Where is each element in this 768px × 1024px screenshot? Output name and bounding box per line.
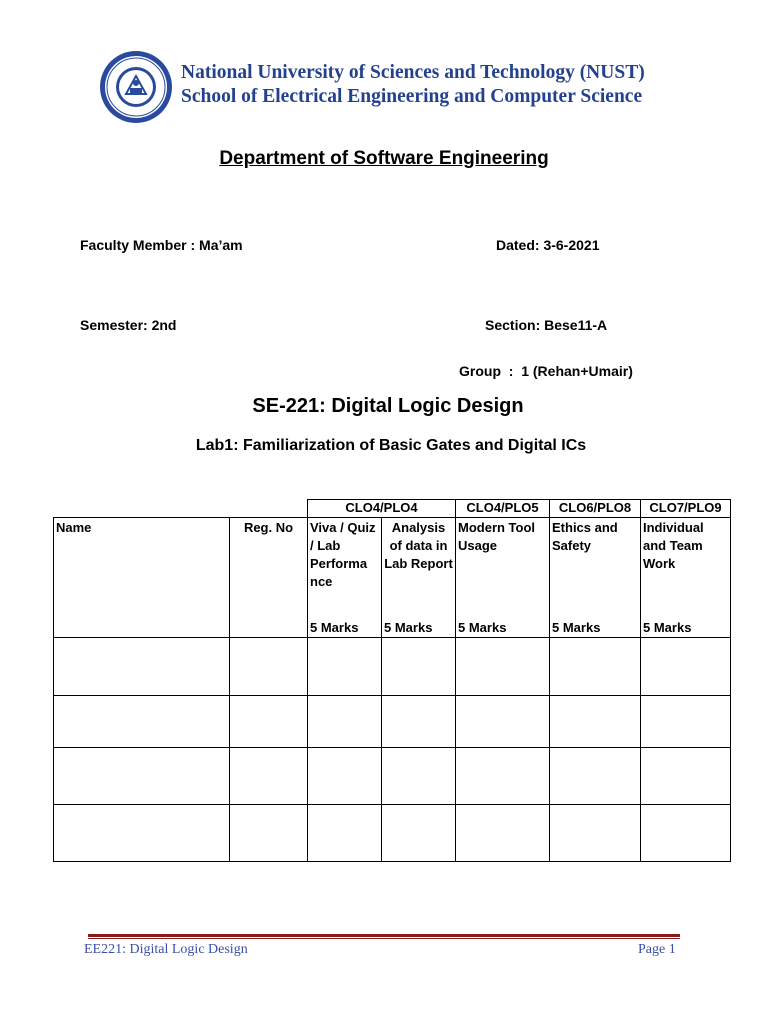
- blank-cell: [230, 500, 308, 518]
- reg-cell: [230, 748, 308, 805]
- reg-header-label: Reg. No: [243, 520, 294, 535]
- criterion-label: Analysis of data in Lab Report: [384, 520, 453, 571]
- lab-title: Lab1: Familiarization of Basic Gates and Digital ICs: [195, 437, 587, 454]
- reg-cell: [230, 805, 308, 862]
- criterion-marks: 5 Marks: [552, 620, 601, 635]
- table-row: [54, 696, 731, 748]
- criterion-label: Ethics and Safety: [552, 520, 618, 553]
- mark-cell: [382, 638, 456, 696]
- mark-cell: [382, 805, 456, 862]
- mark-cell: [308, 748, 382, 805]
- mark-cell: [550, 696, 641, 748]
- mark-cell: [308, 696, 382, 748]
- criterion-cell: [308, 518, 382, 638]
- criterion-label: Viva / Quiz / Lab Performa nce: [310, 520, 376, 589]
- dated: Dated: 3-6-2021: [496, 237, 600, 253]
- clo-header: CLO4/PLO5: [456, 500, 550, 518]
- name-cell: [54, 638, 230, 696]
- criterion-label: Modern Tool Usage: [458, 520, 536, 553]
- course-title: SE-221: Digital Logic Design: [252, 395, 524, 417]
- reg-cell: [230, 696, 308, 748]
- mark-cell: [550, 748, 641, 805]
- university-name: National University of Sciences and Technology (NUST): [181, 62, 645, 83]
- name-header-label: Name: [56, 520, 92, 535]
- criterion-marks: 5 Marks: [458, 620, 507, 635]
- criterion-label: Individual and Team Work: [643, 520, 704, 571]
- mark-cell: [550, 805, 641, 862]
- criterion-cell: [641, 518, 731, 638]
- reg-header: [230, 518, 308, 638]
- table-row: [54, 748, 731, 805]
- group: Group : 1 (Rehan+Umair): [459, 363, 633, 379]
- name-cell: [54, 748, 230, 805]
- mark-cell: [550, 638, 641, 696]
- footer-rule: [88, 934, 680, 937]
- mark-cell: [382, 748, 456, 805]
- clo-header: CLO4/PLO4: [308, 500, 456, 518]
- criterion-marks: 5 Marks: [310, 620, 359, 635]
- mark-cell: [456, 696, 550, 748]
- clo-header: CLO6/PLO8: [550, 500, 641, 518]
- mark-cell: [641, 696, 731, 748]
- school-name: School of Electrical Engineering and Computer Science: [181, 86, 643, 107]
- reg-cell: [230, 638, 308, 696]
- semester: Semester: 2nd: [80, 317, 177, 333]
- name-cell: [54, 805, 230, 862]
- nust-seal-logo: [99, 50, 173, 124]
- footer-rule-thin: [88, 938, 680, 939]
- assessment-table: [53, 499, 731, 862]
- name-header: [54, 518, 230, 638]
- criterion-marks: 5 Marks: [643, 620, 692, 635]
- blank-cell: [54, 500, 230, 518]
- mark-cell: [641, 805, 731, 862]
- mark-cell: [641, 638, 731, 696]
- mark-cell: [308, 805, 382, 862]
- clo-header: CLO7/PLO9: [641, 500, 731, 518]
- table-row: [54, 638, 731, 696]
- mark-cell: [456, 805, 550, 862]
- name-cell: [54, 696, 230, 748]
- mark-cell: [456, 748, 550, 805]
- criterion-marks: 5 Marks: [384, 620, 433, 635]
- criterion-cell: [550, 518, 641, 638]
- criterion-cell: [456, 518, 550, 638]
- faculty-member: Faculty Member : Ma’am: [80, 237, 243, 253]
- mark-cell: [308, 638, 382, 696]
- department-title: Department of Software Engineering: [219, 148, 549, 169]
- footer-course: EE221: Digital Logic Design: [84, 942, 248, 957]
- mark-cell: [382, 696, 456, 748]
- mark-cell: [641, 748, 731, 805]
- criterion-cell: [382, 518, 456, 638]
- footer-page-number: Page 1: [638, 942, 676, 957]
- section: Section: Bese11-A: [485, 317, 608, 333]
- table-row: [54, 805, 731, 862]
- mark-cell: [456, 638, 550, 696]
